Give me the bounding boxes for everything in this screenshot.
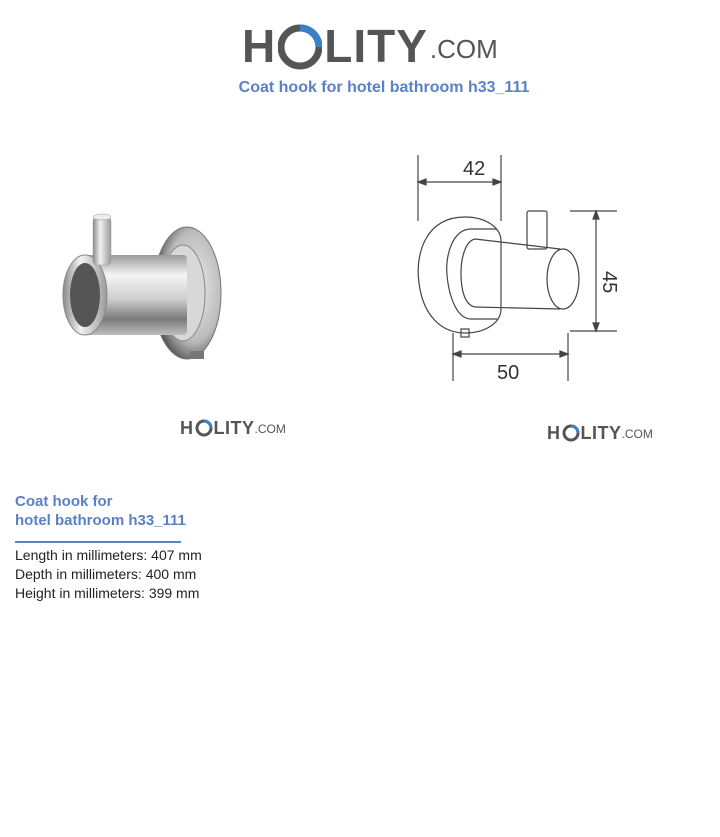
product-title <box>15 492 215 530</box>
page-title: Coat hook for hotel bathroom h33_111 <box>238 79 530 96</box>
holity-logo-icon <box>562 423 580 443</box>
technical-drawing <box>405 145 635 390</box>
spec-length: Length in millimeters: 407 mm <box>15 547 202 563</box>
watermark-logo-left <box>180 418 286 438</box>
watermark-text: LITY <box>213 418 255 438</box>
holity-logo[interactable] <box>242 12 498 72</box>
logo-com: .COM <box>429 34 498 64</box>
title-divider <box>15 541 181 543</box>
watermark-com: .COM <box>254 422 286 436</box>
dim-depth-label: 50 <box>497 362 520 384</box>
watermark-letter-h: H <box>180 418 194 438</box>
spec-height: Height in millimeters: 399 mm <box>15 585 200 601</box>
spec-list <box>15 546 202 603</box>
logo-letter-h: H <box>242 20 277 72</box>
watermark-text: LITY <box>580 423 622 443</box>
holity-logo-icon <box>195 418 213 438</box>
holity-logo-icon <box>278 20 322 72</box>
watermark-letter-h: H <box>547 423 561 443</box>
product-title-line2: hotel bathroom h33_111 <box>15 512 186 529</box>
dim-width-label: 42 <box>463 158 486 180</box>
coat-hook-photo <box>55 205 230 370</box>
watermark-com: .COM <box>621 427 653 441</box>
watermark-logo-right <box>547 423 653 443</box>
spec-depth: Depth in millimeters: 400 mm <box>15 566 197 582</box>
product-title-line1: Coat hook for <box>15 493 113 510</box>
logo-text: LITY <box>324 20 428 72</box>
dim-height-label: 45 <box>598 271 620 294</box>
